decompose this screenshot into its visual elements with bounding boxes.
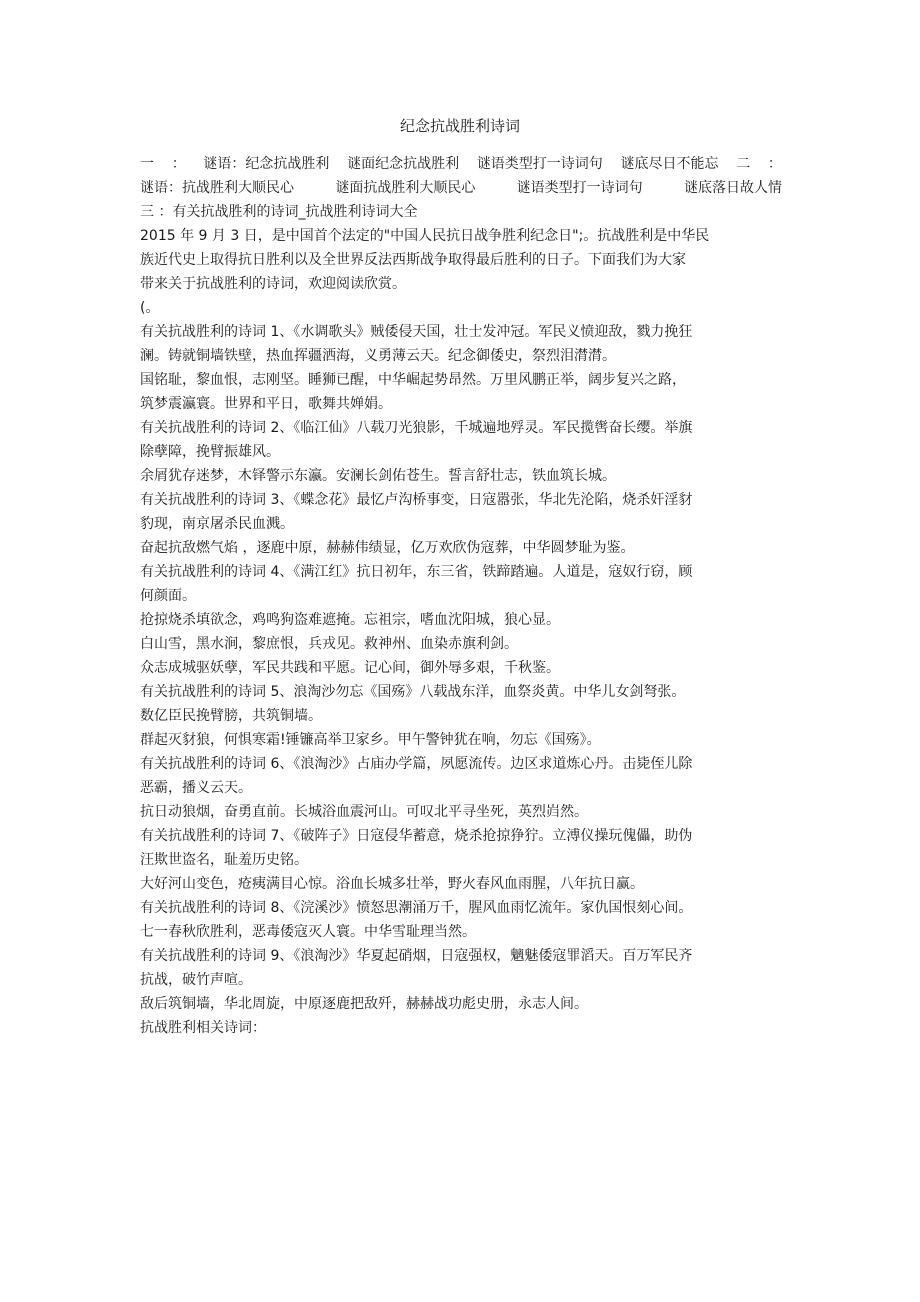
text-line: 有关抗战胜利的诗词 5、浪淘沙勿忘《国殇》八载战东洋，血祭炎黄。中华儿女剑弩张。 bbox=[140, 684, 686, 700]
text-line: 大好河山变色，疮痍满目心惊。浴血长城多壮举，野火春风血雨腥，八年抗日赢。 bbox=[140, 876, 644, 892]
text-line: 抗战胜利相关诗词： bbox=[140, 1020, 266, 1036]
text-line: 余屑犹存迷梦，木铎警示东瀛。安澜长剑佑苍生。誓言舒壮志，铁血筑长城。 bbox=[140, 468, 616, 484]
riddle-text: 一 bbox=[140, 156, 154, 172]
text-line: 有关抗战胜利的诗词 8、《浣溪沙》愤怒思潮涌万千，腥风血雨忆流年。家仇国恨刻心间。 bbox=[140, 900, 693, 916]
riddle-text: 谜语类型打一诗词句 bbox=[476, 156, 603, 172]
riddle-text: 谜语：抗战胜利大顺民心 bbox=[140, 180, 294, 196]
text-line: 汪欺世盗名，耻羞历史铭。 bbox=[140, 852, 308, 868]
text-line: 群起灭豺狼，何惧寒霜!锤镰高举卫家乡。甲午警钟犹在响，勿忘《国殇》。 bbox=[140, 732, 601, 748]
document-title: 纪念抗战胜利诗词 bbox=[399, 117, 520, 135]
riddle-text: ： bbox=[767, 156, 782, 172]
riddle-text: 谜底尽日不能忘 bbox=[620, 156, 719, 172]
text-line: 族近代史上取得抗日胜利以及全世界反法西斯战争取得最后胜利的日子。下面我们为大家 bbox=[140, 252, 686, 268]
text-line: 有关抗战胜利的诗词 2、《临江仙》八载刀光狼影，千城遍地殍灵。军民揽辔奋长缨。举旗 bbox=[140, 420, 693, 436]
text-line: 白山雪，黑水涧，黎庶恨，兵戎见。救神州、血染赤旗利剑。 bbox=[140, 636, 518, 652]
text-line: 国铭耻，黎血恨，志刚坚。睡狮已醒，中华崛起势昂然。万里风鹏正举，阔步复兴之路， bbox=[140, 372, 686, 388]
text-line: 2015 年 9 月 3 日，是中国首个法定的"中国人民抗日战争胜利纪念日";。抗战胜利是中华民 bbox=[140, 228, 710, 244]
text-line: 澜。铸就铜墙铁壁，热血挥疆洒海，义勇薄云天。纪念御倭史，祭烈泪潸潸。 bbox=[140, 348, 616, 364]
text-line: 有关抗战胜利的诗词 9、《浪淘沙》华夏起硝烟，日寇强权，魑魅倭寇罪滔天。百万军民齐 bbox=[140, 948, 693, 964]
text-line: 筑梦震瀛寰。世界和平日，歌舞共婵娟。 bbox=[140, 396, 392, 412]
riddle-text: 二 bbox=[736, 156, 751, 172]
text-line: 有关抗战胜利的诗词 6、《浪淘沙》占庙办学篇，夙愿流传。边区求道炼心丹。击毙侄儿除 bbox=[140, 756, 693, 772]
riddle-line-1 bbox=[140, 152, 782, 176]
text-line: 抢掠烧杀填欲念，鸡鸣狗盗难遮掩。忘祖宗，嗜血沈阳城，狼心显。 bbox=[140, 612, 560, 628]
text-line: 数亿臣民挽臂膀，共筑铜墙。 bbox=[140, 708, 322, 724]
text-line: 恶霸，播义云天。 bbox=[140, 780, 252, 796]
text-line: 有关抗战胜利的诗词 1、《水调歌头》贼倭侵天国，壮士发冲冠。军民义愤迎敌，戮力挽狂 bbox=[140, 324, 693, 340]
text-line: 何颜面。 bbox=[140, 588, 196, 604]
riddle-text: 谜底落日故人情 bbox=[683, 180, 782, 196]
text-line: 敌后筑铜墙，华北周旋，中原逐鹿把敌歼，赫赫战功彪史册，永志人间。 bbox=[140, 996, 588, 1012]
text-line: 除孽障，挽臂振雄风。 bbox=[140, 444, 280, 460]
riddle-text: 谜语类型打一诗词句 bbox=[516, 180, 643, 196]
text-line: 七一春秋欣胜利，恶毒倭寇灭人寰。中华雪耻理当然。 bbox=[140, 924, 476, 940]
document-body bbox=[140, 152, 782, 1040]
text-line: 带来关于抗战胜利的诗词，欢迎阅读欣赏。 bbox=[140, 276, 406, 292]
riddle-text: 谜语：纪念抗战胜利 bbox=[203, 156, 330, 172]
text-line: 三 ：有关抗战胜利的诗词_抗战胜利诗词大全 bbox=[140, 204, 418, 220]
riddle-text: 谜面抗战胜利大顺民心 bbox=[335, 180, 476, 196]
text-line: 奋起抗敌燃气焰 ，逐鹿中原，赫赫伟绩显，亿万欢欣伪寇葬，中华圆梦耻为鉴。 bbox=[140, 540, 635, 556]
riddle-text: ： bbox=[171, 156, 186, 172]
text-line: 有关抗战胜利的诗词 7、《破阵子》日寇侵华蓄意，烧杀抢掠狰狞。立溥仪操玩傀儡，助伪 bbox=[140, 828, 693, 844]
text-line: (。 bbox=[140, 300, 160, 316]
riddle-line-2 bbox=[140, 176, 782, 200]
text-line: 抗战，破竹声喧。 bbox=[140, 972, 252, 988]
text-line: 抗日动狼烟，奋勇直前。长城浴血震河山。可叹北平寻坐死，英烈岿然。 bbox=[140, 804, 588, 820]
text-line: 众志成城驱妖孽，军民共践和平愿。记心间，御外辱多艰，千秋鉴。 bbox=[140, 660, 560, 676]
text-line: 有关抗战胜利的诗词 3、《蝶念花》最忆卢沟桥事变，日寇嚣张，华北先沦陷，烧杀奸淫豺 bbox=[140, 492, 693, 508]
text-line: 有关抗战胜利的诗词 4、《满江红》抗日初年，东三省，铁蹄踏遍。人道是，寇奴行窃，顾 bbox=[140, 564, 693, 580]
text-line: 豹现，南京屠杀民血溅。 bbox=[140, 516, 294, 532]
riddle-text: 谜面纪念抗战胜利 bbox=[347, 156, 460, 172]
